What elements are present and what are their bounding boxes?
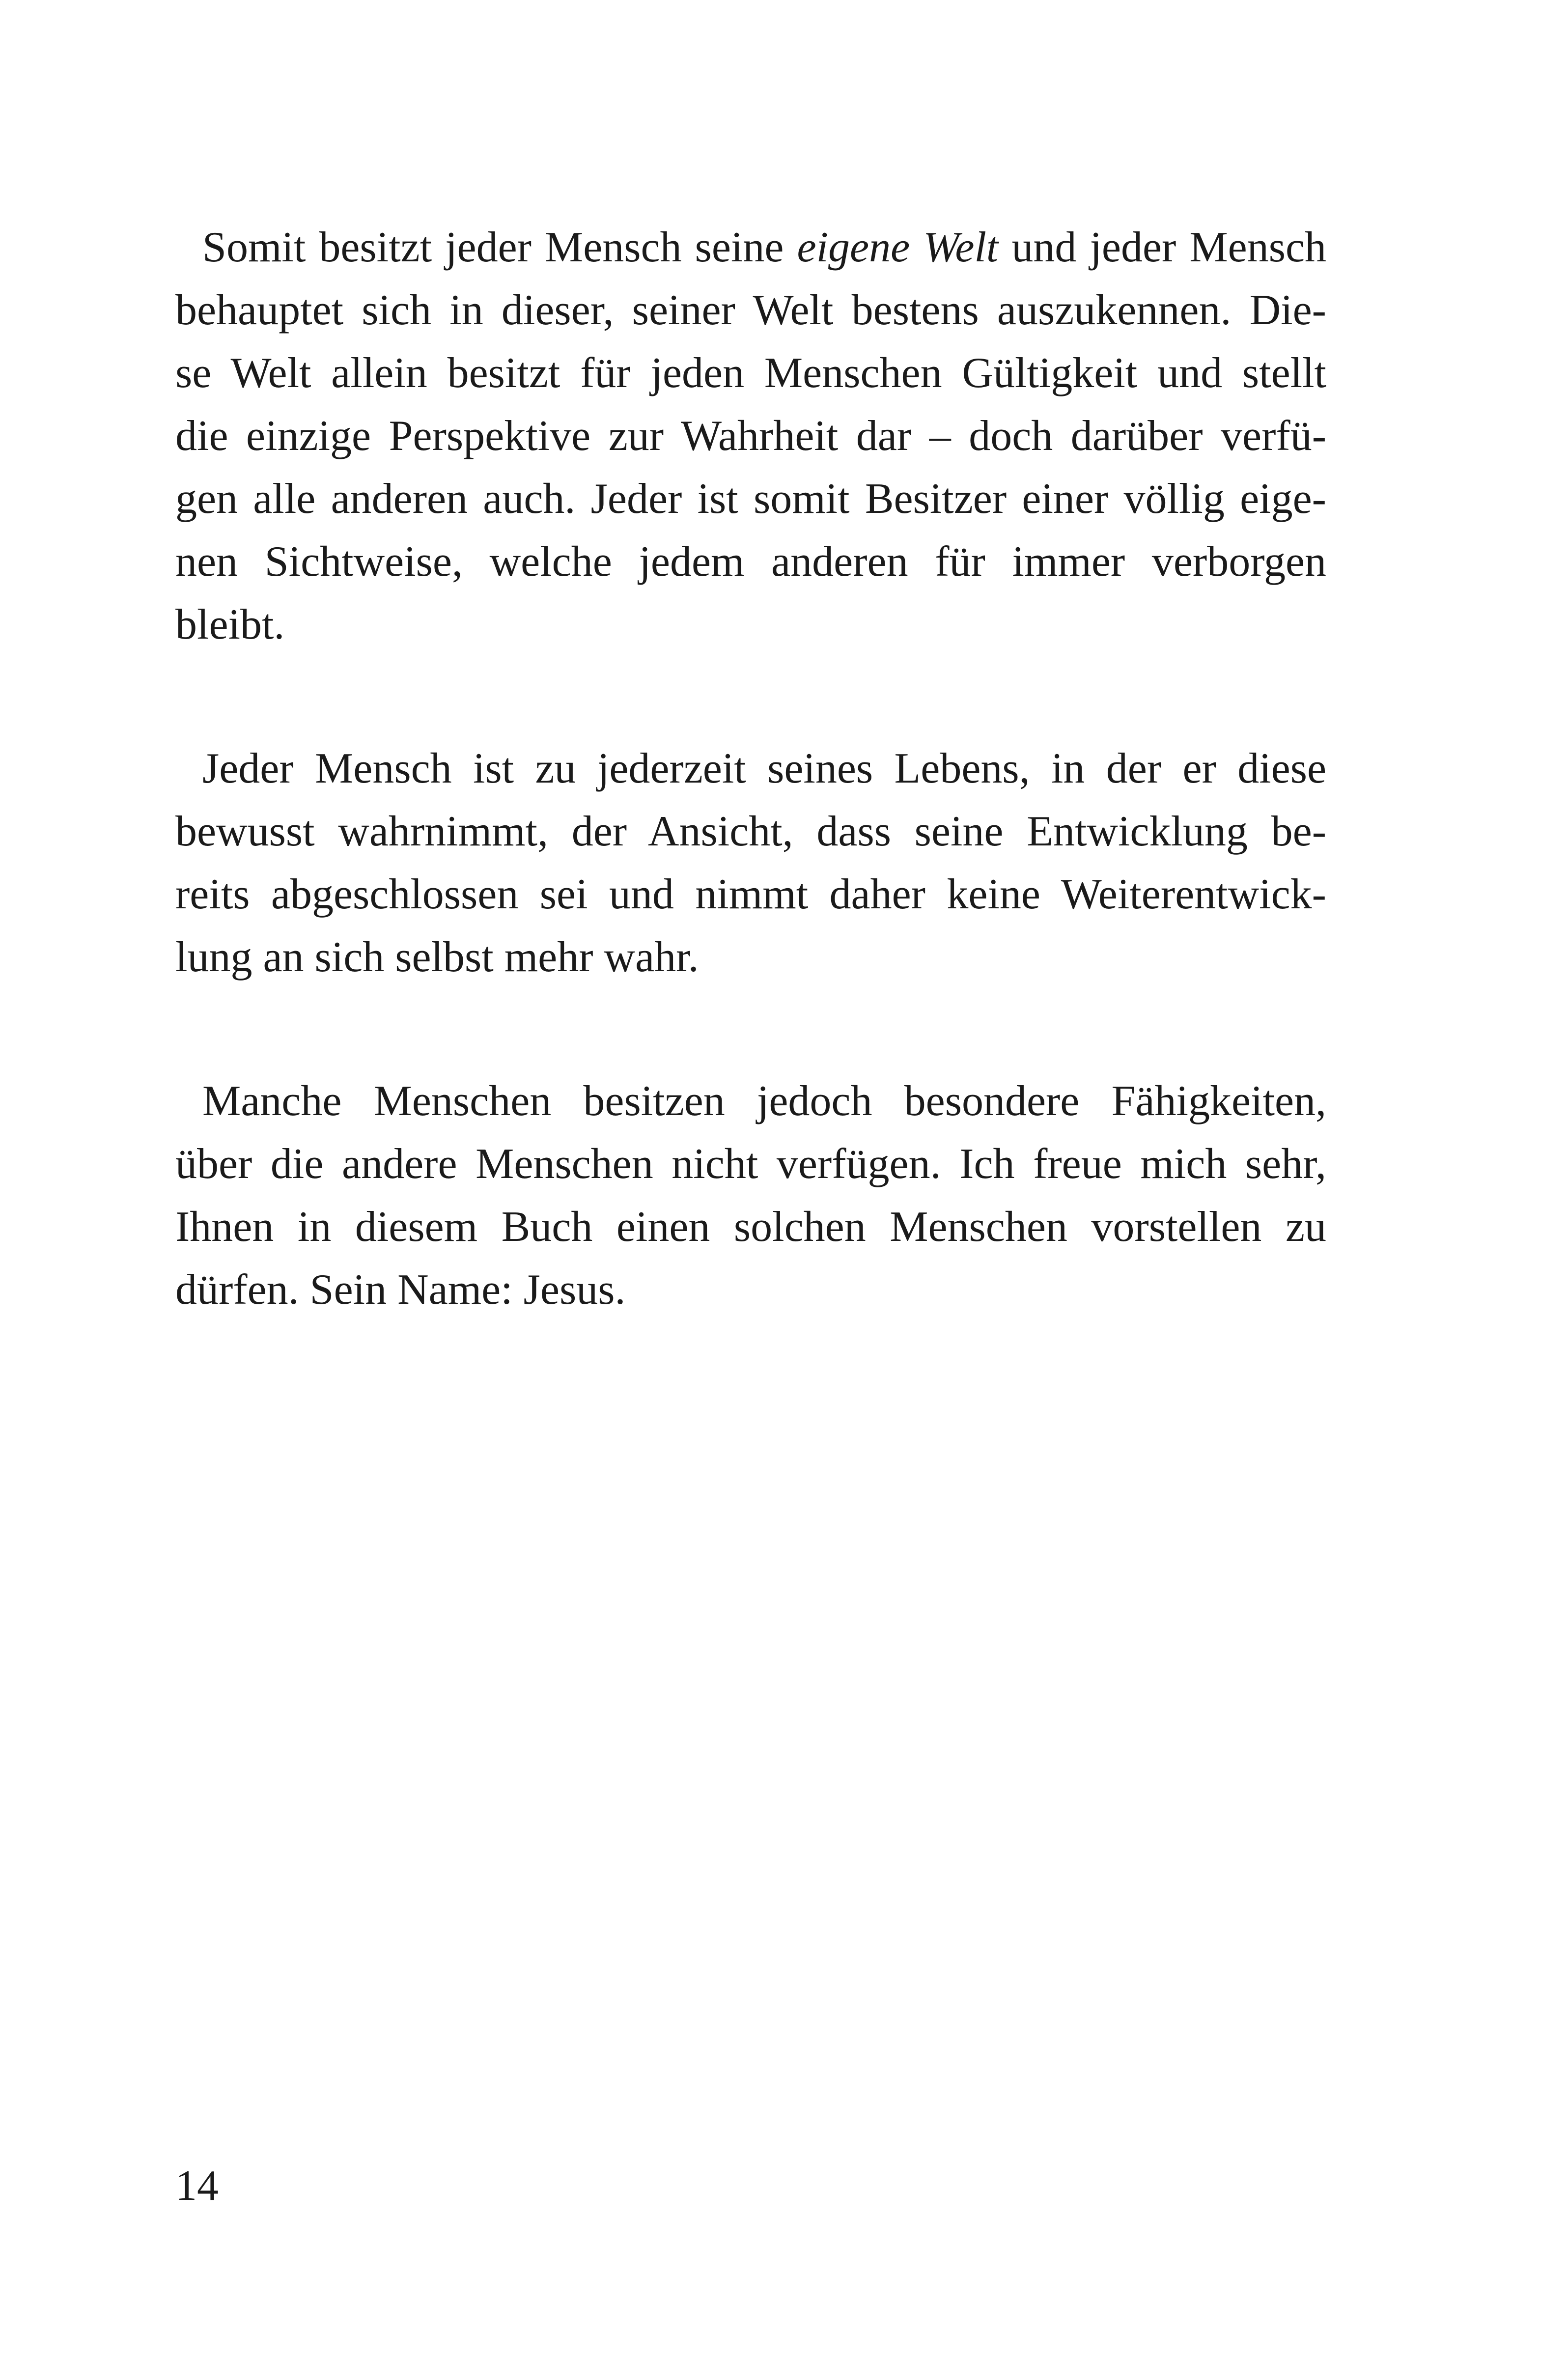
text-segment: Somit besitzt jeder Mensch seine [202,224,797,271]
body-text [175,216,1326,1403]
paragraph-2-line-2: bewusst wahrnimmt, der Ansicht, dass seine Entwicklung be- [175,808,1326,855]
paragraph-1-line-2: behauptet sich in dieser, seiner Welt bestens auszukennen. Die- [175,286,1326,334]
paragraph-1 [175,216,1326,656]
paragraph-2-line-3: reits abgeschlossen sei und nimmt daher keine Weiterentwick- [175,870,1326,918]
paragraph-1-line-6: nen Sichtweise, welche jedem anderen für immer verborgen [175,538,1326,586]
text-segment: und jeder Mensch [998,224,1327,271]
paragraph-1-line-5: gen alle anderen auch. Jeder ist somit Besitzer einer völlig eige- [175,475,1326,523]
paragraph-1-line-4: die einzige Perspektive zur Wahrheit dar – doch darüber verfü- [175,412,1326,460]
paragraph-3 [175,1070,1326,1321]
paragraph-2-line-1: Jeder Mensch ist zu jederzeit seines Lebens, in der er diese [202,745,1326,792]
paragraph-3-line-1: Manche Menschen besitzen jedoch besondere Fähigkeiten, [202,1077,1326,1125]
paragraph-1-line-7: bleibt. [175,601,285,648]
emphasis-text: eigene Welt [797,224,999,271]
paragraph-3-line-3: Ihnen in diesem Buch einen solchen Menschen vorstellen zu [175,1203,1326,1251]
paragraph-3-line-2: über die andere Menschen nicht verfügen. Ich freue mich sehr, [175,1140,1326,1188]
page-number: 14 [175,2162,219,2210]
paragraph-2 [175,737,1326,989]
paragraph-1-line-3: se Welt allein besitzt für jeden Menschen Gültigkeit und stellt [175,349,1326,397]
paragraph-3-line-4: dürfen. Sein Name: Jesus. [175,1266,626,1314]
paragraph-1-line-1 [175,216,1326,279]
paragraph-2-line-4: lung an sich selbst mehr wahr. [175,933,699,981]
